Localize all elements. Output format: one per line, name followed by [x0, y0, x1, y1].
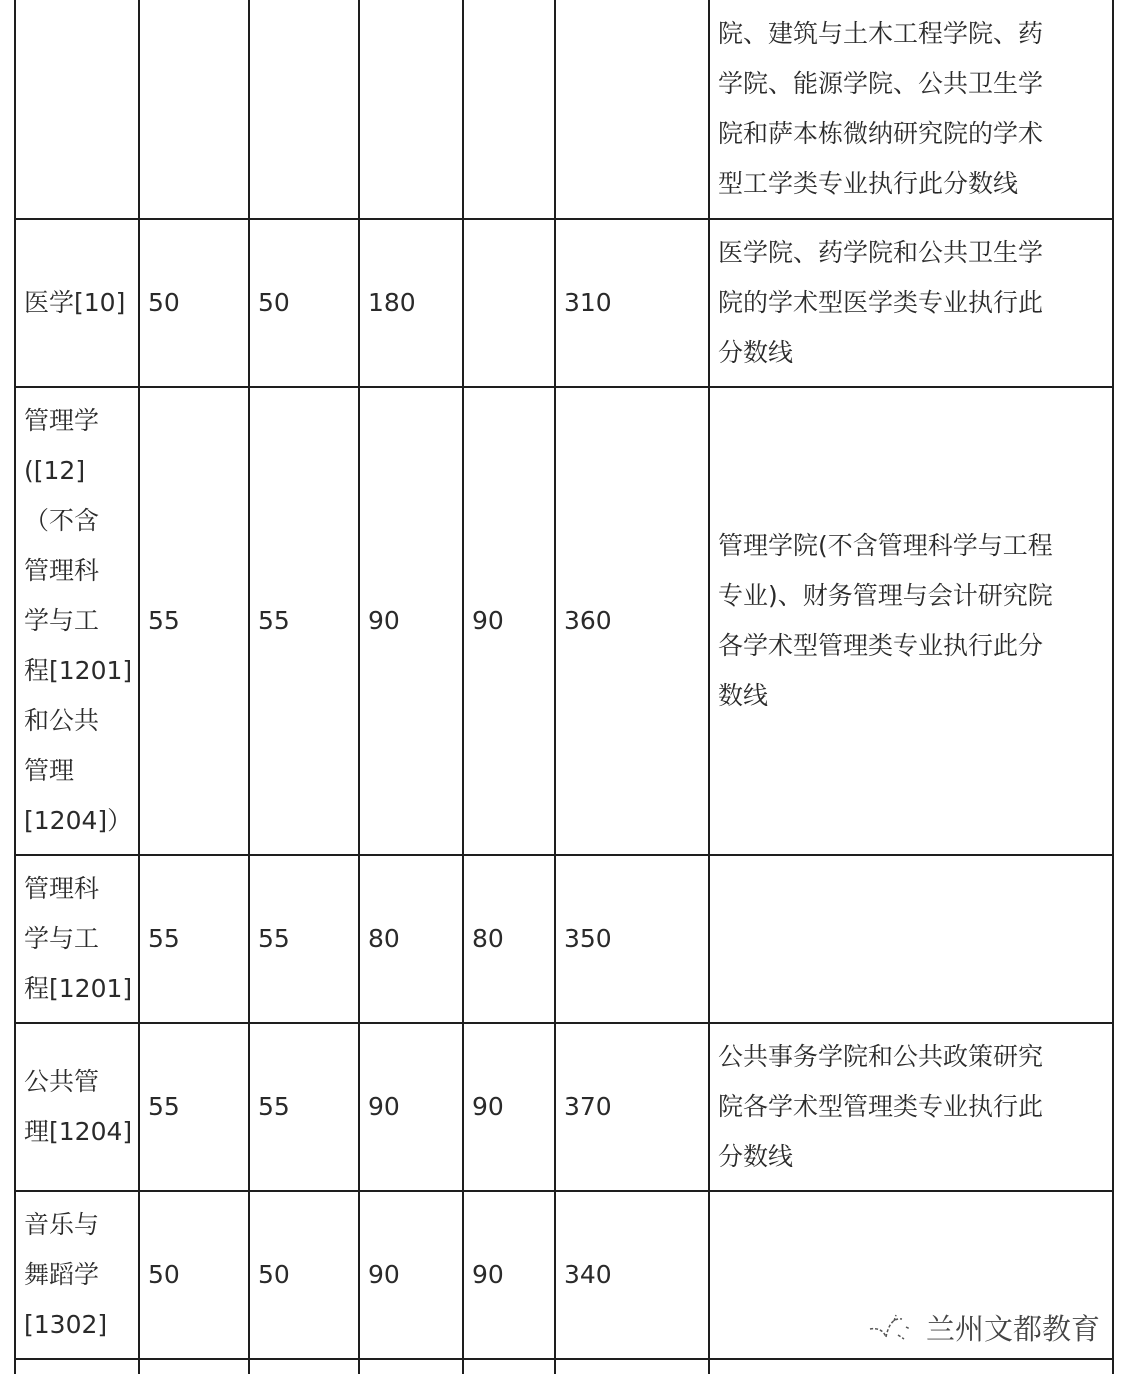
note-cell: [709, 855, 1113, 1023]
cell-value: 90: [368, 1092, 400, 1121]
row-divider: [15, 386, 1114, 388]
score-cell-4: [463, 219, 555, 387]
cell-line: 医学院、药学院和公共卫生学: [718, 238, 1044, 267]
cell-value: 50: [258, 1260, 290, 1289]
score-cell-1: [139, 387, 249, 855]
cell-line: [1204]）: [24, 806, 133, 835]
subject-cell: [15, 0, 139, 219]
column-divider: [554, 0, 556, 1374]
total-cell: [555, 1191, 709, 1359]
row-divider: [15, 1190, 1114, 1192]
column-divider: [462, 0, 464, 1374]
cell-value: 55: [258, 924, 290, 953]
cell-line: 音乐与: [24, 1210, 100, 1239]
cell-value: 50: [148, 1260, 180, 1289]
total-cell: [555, 387, 709, 855]
column-divider: [358, 0, 360, 1374]
cell-line: 数线: [718, 681, 769, 710]
subject-cell: [15, 1023, 139, 1191]
column-divider: [708, 0, 710, 1374]
score-cell-3: [359, 387, 463, 855]
column-divider: [248, 0, 250, 1374]
cell-line: ([12]: [24, 456, 86, 485]
cell-value: 80: [472, 924, 504, 953]
cell-value: 55: [148, 606, 180, 635]
subject-cell: [15, 855, 139, 1023]
cell-line: 院和萨本栋微纳研究院的学术: [718, 118, 1044, 148]
total-cell: [555, 0, 709, 219]
cell-line: 学与工: [24, 606, 100, 635]
column-divider: [1112, 0, 1114, 1374]
cell-value: 370: [564, 1092, 612, 1121]
score-cell-2: [249, 1023, 359, 1191]
cell-line: 分数线: [718, 1142, 794, 1171]
cell-line: 程[1201]: [24, 656, 133, 685]
cell-value: 360: [564, 606, 612, 635]
cell-value: 180: [368, 288, 416, 317]
score-cell-1: [139, 855, 249, 1023]
cell-value: 55: [148, 924, 180, 953]
column-divider: [14, 0, 16, 1374]
score-cell-2: [249, 1191, 359, 1359]
cell-line: 理[1204]: [24, 1117, 133, 1146]
score-cell-2: [249, 855, 359, 1023]
score-cell-1: [139, 0, 249, 219]
cell-value: 350: [564, 924, 612, 953]
cell-line: 管理: [24, 756, 75, 785]
cell-line: 学与工: [24, 924, 100, 953]
cell-line: 型工学类专业执行此分数线: [718, 168, 1019, 198]
cell-value: 80: [368, 924, 400, 953]
column-divider: [138, 0, 140, 1374]
score-cell-2: [249, 387, 359, 855]
score-cell-1: [139, 219, 249, 387]
watermark: [868, 1302, 1100, 1352]
cell-line: 专业)、财务管理与会计研究院: [718, 581, 1053, 610]
cell-value: 55: [148, 1092, 180, 1121]
row-divider: [15, 1022, 1114, 1024]
cell-line: 管理科: [24, 556, 100, 585]
note-cell: [709, 219, 1113, 387]
score-cell-4: [463, 387, 555, 855]
total-cell: [555, 219, 709, 387]
row-divider: [15, 854, 1114, 856]
cell-value: 50: [258, 288, 290, 317]
score-cell-1: [139, 1023, 249, 1191]
cell-value: 90: [472, 606, 504, 635]
total-cell: [555, 1023, 709, 1191]
subject-cell: [15, 1191, 139, 1359]
cell-line: （不含: [24, 506, 100, 535]
cell-line: 各学术型管理类专业执行此分: [718, 631, 1044, 660]
wechat-bird-icon: [868, 1307, 916, 1347]
cell-value: 50: [148, 288, 180, 317]
score-cell-1: [139, 1191, 249, 1359]
cell-line: 程[1201]: [24, 974, 133, 1003]
cell-value: 55: [258, 606, 290, 635]
cell-line: 分数线: [718, 338, 794, 367]
cell-value: 310: [564, 288, 612, 317]
cell-line: 管理学: [24, 406, 100, 435]
score-cell-3: [359, 1191, 463, 1359]
cell-line: 公共管: [24, 1067, 100, 1096]
score-cell-2: [249, 219, 359, 387]
score-cell-4: [463, 1191, 555, 1359]
row-divider: [15, 1358, 1114, 1360]
score-cell-2: [249, 0, 359, 219]
cell-line: 院、建筑与土木工程学院、药: [718, 18, 1044, 48]
total-cell: [555, 855, 709, 1023]
cell-value: 55: [258, 1092, 290, 1121]
score-cell-4: [463, 1023, 555, 1191]
note-cell: [709, 1023, 1113, 1191]
cell-line: 和公共: [24, 706, 100, 735]
cell-value: 90: [472, 1260, 504, 1289]
cell-line: 医学[10]: [24, 288, 126, 317]
subject-cell: [15, 387, 139, 855]
cell-value: 90: [368, 1260, 400, 1289]
cell-line: 管理科: [24, 874, 100, 903]
score-cell-3: [359, 1023, 463, 1191]
cell-value: 90: [472, 1092, 504, 1121]
watermark-text: 兰州文都教育: [926, 1311, 1101, 1346]
cell-value: 90: [368, 606, 400, 635]
cell-line: 管理学院(不含管理科学与工程: [718, 531, 1053, 560]
score-cell-3: [359, 0, 463, 219]
cell-value: 340: [564, 1260, 612, 1289]
score-cell-3: [359, 219, 463, 387]
cell-line: 舞蹈学: [24, 1260, 100, 1289]
cell-line: [1302]: [24, 1310, 108, 1339]
score-cell-4: [463, 0, 555, 219]
subject-cell: [15, 219, 139, 387]
score-cell-3: [359, 855, 463, 1023]
row-divider: [15, 218, 1114, 220]
note-cell: [709, 0, 1113, 219]
score-cell-4: [463, 855, 555, 1023]
note-cell: [709, 387, 1113, 855]
cell-line: 院各学术型管理类专业执行此: [718, 1092, 1044, 1121]
cell-line: 院的学术型医学类专业执行此: [718, 288, 1044, 317]
cell-line: 学院、能源学院、公共卫生学: [718, 68, 1044, 98]
cell-line: 公共事务学院和公共政策研究: [718, 1042, 1044, 1071]
